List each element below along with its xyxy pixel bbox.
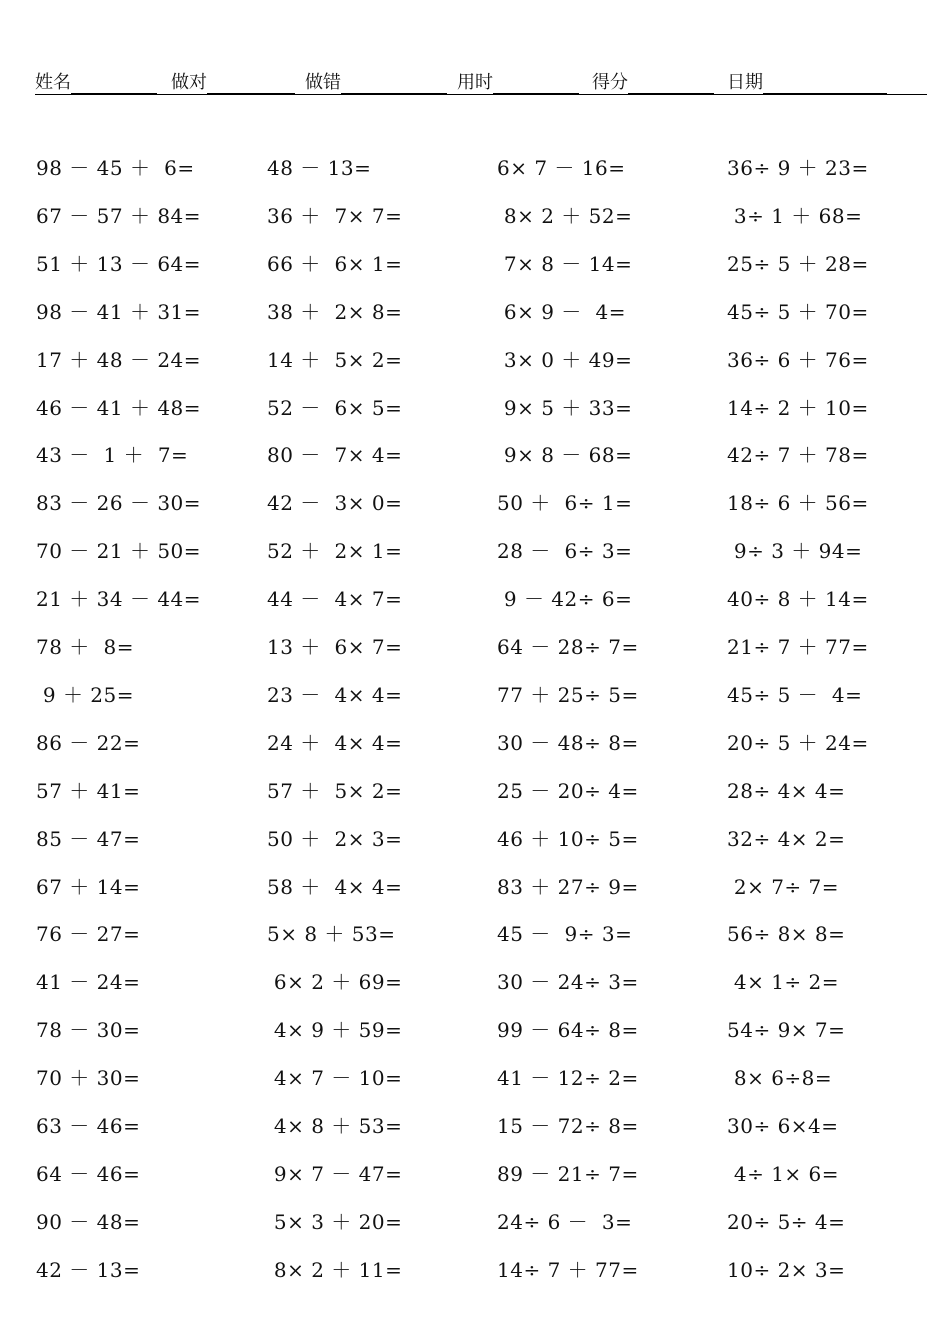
wrong-label: 做错	[305, 72, 341, 93]
problem-item: 28 － 6÷ 3=	[497, 539, 633, 563]
problem-item: 4× 1÷ 2=	[727, 970, 840, 994]
problem-item: 21 ＋ 34 － 44=	[36, 587, 202, 611]
problem-item: 63 － 46=	[36, 1114, 141, 1138]
problem-item: 64 － 28÷ 7=	[497, 635, 639, 659]
problem-item: 58 ＋ 4× 4=	[267, 875, 403, 899]
problem-item: 70 ＋ 30=	[36, 1066, 141, 1090]
problem-item: 80 － 7× 4=	[267, 443, 403, 467]
problem-item: 18÷ 6 ＋ 56=	[727, 491, 869, 515]
problem-item: 30 － 48÷ 8=	[497, 731, 639, 755]
problem-item: 44 － 4× 7=	[267, 587, 403, 611]
problem-item: 98 － 41 ＋ 31=	[36, 300, 202, 324]
problem-item: 86 － 22=	[36, 731, 141, 755]
problem-item: 36÷ 6 ＋ 76=	[727, 348, 869, 372]
problem-item: 25÷ 5 ＋ 28=	[727, 252, 869, 276]
problem-item: 99 － 64÷ 8=	[497, 1018, 639, 1042]
problem-item: 46 － 41 ＋ 48=	[36, 396, 202, 420]
problem-item: 5× 3 ＋ 20=	[267, 1210, 403, 1234]
problem-item: 25 － 20÷ 4=	[497, 779, 639, 803]
problem-item: 90 － 48=	[36, 1210, 141, 1234]
problem-item: 32÷ 4× 2=	[727, 827, 846, 851]
problem-item: 6× 7 － 16=	[497, 156, 626, 180]
problem-item: 8× 6÷8=	[727, 1066, 833, 1090]
problem-item: 48 － 13=	[267, 156, 372, 180]
problem-item: 45÷ 5 － 4=	[727, 683, 863, 707]
problem-item: 4÷ 1× 6=	[727, 1162, 840, 1186]
problem-item: 98 － 45 ＋ 6=	[36, 156, 195, 180]
problem-item: 40÷ 8 ＋ 14=	[727, 587, 869, 611]
problem-item: 24 ＋ 4× 4=	[267, 731, 403, 755]
problem-item: 28÷ 4× 4=	[727, 779, 846, 803]
problem-item: 52 ＋ 2× 1=	[267, 539, 403, 563]
problem-item: 9× 5 ＋ 33=	[497, 396, 633, 420]
problem-item: 77 ＋ 25÷ 5=	[497, 683, 639, 707]
problem-item: 45 － 9÷ 3=	[497, 922, 633, 946]
time-label: 用时	[457, 72, 493, 93]
problem-item: 2× 7÷ 7=	[727, 875, 840, 899]
problem-item: 3÷ 1 ＋ 68=	[727, 204, 863, 228]
problem-item: 3× 0 ＋ 49=	[497, 348, 633, 372]
problem-item: 85 － 47=	[36, 827, 141, 851]
problem-item: 20÷ 5÷ 4=	[727, 1210, 846, 1234]
problem-item: 57 ＋ 5× 2=	[267, 779, 403, 803]
problem-item: 42÷ 7 ＋ 78=	[727, 443, 869, 467]
problem-item: 21÷ 7 ＋ 77=	[727, 635, 869, 659]
problem-item: 57 ＋ 41=	[36, 779, 141, 803]
problem-item: 23 － 4× 4=	[267, 683, 403, 707]
problem-item: 9× 8 － 68=	[497, 443, 633, 467]
problem-item: 46 ＋ 10÷ 5=	[497, 827, 639, 851]
problem-item: 9× 7 － 47=	[267, 1162, 403, 1186]
problem-item: 89 － 21÷ 7=	[497, 1162, 639, 1186]
problem-item: 67 － 57 ＋ 84=	[36, 204, 202, 228]
problem-item: 54÷ 9× 7=	[727, 1018, 846, 1042]
problem-item: 76 － 27=	[36, 922, 141, 946]
problem-item: 66 ＋ 6× 1=	[267, 252, 403, 276]
problem-item: 14÷ 7 ＋ 77=	[497, 1258, 639, 1282]
problem-item: 83 ＋ 27÷ 9=	[497, 875, 639, 899]
problem-item: 14÷ 2 ＋ 10=	[727, 396, 869, 420]
problem-item: 50 ＋ 2× 3=	[267, 827, 403, 851]
problem-item: 45÷ 5 ＋ 70=	[727, 300, 869, 324]
problem-item: 67 ＋ 14=	[36, 875, 141, 899]
problem-item: 8× 2 ＋ 11=	[267, 1258, 403, 1282]
problem-item: 41 － 12÷ 2=	[497, 1066, 639, 1090]
problem-item: 24÷ 6 － 3=	[497, 1210, 633, 1234]
problem-item: 42 － 13=	[36, 1258, 141, 1282]
problem-item: 64 － 46=	[36, 1162, 141, 1186]
problem-item: 36 ＋ 7× 7=	[267, 204, 403, 228]
problem-item: 4× 7 － 10=	[267, 1066, 403, 1090]
problem-item: 9 － 42÷ 6=	[497, 587, 633, 611]
name-label: 姓名	[35, 72, 71, 93]
problem-item: 41 － 24=	[36, 970, 141, 994]
problem-item: 83 － 26 － 30=	[36, 491, 202, 515]
problem-item: 56÷ 8× 8=	[727, 922, 846, 946]
problem-item: 4× 9 ＋ 59=	[267, 1018, 403, 1042]
problem-item: 13 ＋ 6× 7=	[267, 635, 403, 659]
problem-item: 30÷ 6×4=	[727, 1114, 839, 1138]
problem-item: 78 － 30=	[36, 1018, 141, 1042]
problem-item: 8× 2 ＋ 52=	[497, 204, 633, 228]
problem-item: 6× 9 － 4=	[497, 300, 626, 324]
problem-item: 10÷ 2× 3=	[727, 1258, 846, 1282]
problem-item: 9÷ 3 ＋ 94=	[727, 539, 863, 563]
problem-item: 5× 8 ＋ 53=	[267, 922, 396, 946]
problem-item: 14 ＋ 5× 2=	[267, 348, 403, 372]
problem-item: 4× 8 ＋ 53=	[267, 1114, 403, 1138]
problem-item: 6× 2 ＋ 69=	[267, 970, 403, 994]
problem-item: 7× 8 － 14=	[497, 252, 633, 276]
problem-item: 20÷ 5 ＋ 24=	[727, 731, 869, 755]
problem-item: 30 － 24÷ 3=	[497, 970, 639, 994]
problem-item: 43 － 1 ＋ 7=	[36, 443, 189, 467]
problem-item: 9 ＋ 25=	[36, 683, 135, 707]
problem-item: 42 － 3× 0=	[267, 491, 403, 515]
problem-item: 17 ＋ 48 － 24=	[36, 348, 202, 372]
problem-item: 15 － 72÷ 8=	[497, 1114, 639, 1138]
problem-item: 51 ＋ 13 － 64=	[36, 252, 202, 276]
problem-item: 36÷ 9 ＋ 23=	[727, 156, 869, 180]
problem-item: 50 ＋ 6÷ 1=	[497, 491, 633, 515]
problem-item: 78 ＋ 8=	[36, 635, 135, 659]
problem-item: 70 － 21 ＋ 50=	[36, 539, 202, 563]
problem-item: 52 － 6× 5=	[267, 396, 403, 420]
correct-label: 做对	[171, 72, 207, 93]
problem-item: 38 ＋ 2× 8=	[267, 300, 403, 324]
score-label: 得分	[592, 72, 628, 93]
date-label: 日期	[727, 72, 763, 93]
